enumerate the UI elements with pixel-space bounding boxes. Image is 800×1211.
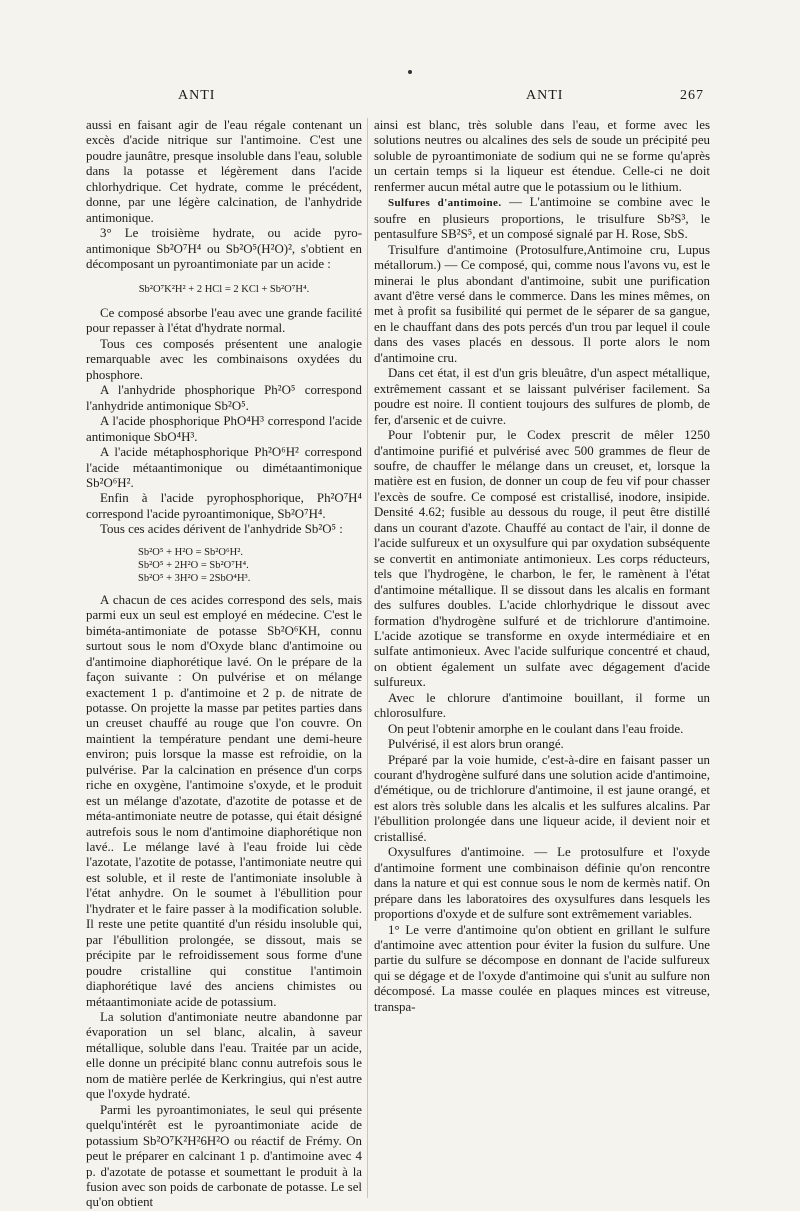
- paragraph-text: — L'antimoine se combine avec le soufre en plusieurs proportions, le trisulfure Sb²S³, le pentasulfure SB²S⁵, et un composé signalé par H. Rose, SbS.: [374, 195, 710, 242]
- equation-block: [138, 546, 362, 585]
- paragraph: Dans cet état, il est d'un gris bleuâtre, d'un aspect métallique, extrêmement cassant et se laissant pulvériser facilement. Sa poudre est noire. Il contient toujours des sulfures de plomb, de fer, d'arsenic et de cuivre.: [374, 366, 710, 427]
- paragraph: La solution d'antimoniate neutre abandonne par évaporation un sel blanc, alcalin, à saveur métallique, soluble dans l'eau. Traitée par un acide, elle donne un précipité blanc connu autrefois sous le nom de matière perlée de Kerkringius, qui n'est autre que l'oxyde hydraté.: [86, 1010, 362, 1102]
- paragraph: Préparé par la voie humide, c'est-à-dire en faisant passer un courant d'hydrogène sulfuré dans une solution acide d'antimoine, d'émétique, ou de trichlorure d'antimoine, il est jaune orangé, et est alors très soluble dans les alcalis et les sulfures alcalins. Par l'ébullition prolongée dans une liqueur acide, il devient noir et cristallisé.: [374, 752, 710, 844]
- paragraph: 3° Le troisième hydrate, ou acide pyro-antimonique Sb²O⁷H⁴ ou Sb²O⁵(H²O)², s'obtient en décomposant un pyroantimoniate par un acide :: [86, 226, 362, 272]
- paragraph: A chacun de ces acides correspond des sels, mais parmi eux un seul est employé en médecine. C'est le biméta-antimoniate de potasse Sb²O⁶KH, connu surtout sous le nom d'Oxyde blanc d'antimoine ou d'antimoine diaphorétique lavé. On le prépare de la façon suivante : On pulvérise et on mélange exactement 1 p. d'antimoine et 2 p. de nitrate de potasse. On projette la masse par petites parties dans un creuset chauffé au rouge que l'on couvre. On maintient la température pendant une demi-heure environ; puis lorsque la masse est refroidie, on la pulvérise. Par la calcination en présence d'un corps riche en oxygène, l'antimoine s'oxyde, et le produit est un mélange d'azotate, d'azotite de potasse et de méta-antimoniate neutre de potasse, qui était désigné autrefois sous le nom d'antimoine diaphorétique non lavé.. Le mélange lavé à l'eau froide lui cède l'azotate, l'azotite de potasse, l'antimoniate neutre qui est soluble, et il reste de l'antimoniate insoluble à l'état anhydre. On le soumet à l'ébullition pour l'hydrater et le faire passer à la modification soluble. Il reste une petite quantité d'un résidu insoluble qui, par l'ébullition prolongée, se dissout, mais se précipite par le refroidissement sous forme d'une poudre cristalline qui constitue l'antimoin diaphorétique lavé des anciens chimistes ou métaantimoniate acide de potassium.: [86, 592, 362, 1009]
- paragraph: Avec le chlorure d'antimoine bouillant, il forme un chlorosulfure.: [374, 690, 710, 721]
- paragraph: A l'anhydride phosphorique Ph²O⁵ correspond l'anhydride antimonique Sb²O⁵.: [86, 383, 362, 413]
- paragraph: A l'acide phosphorique PhO⁴H³ correspond l'acide antimonique SbO⁴H³.: [86, 414, 362, 444]
- paragraph: ainsi est blanc, très soluble dans l'eau, et forme avec les solutions neutres ou alcalines des sels de soude un précipité peu soluble de pyroantimoniate de sodium qui ne se forme qu'après un certain temps si la liqueur est étendue. Celle-ci ne doit renfermer aucun métal autre que le potassium ou le lithium.: [374, 118, 710, 194]
- paragraph: [374, 195, 710, 242]
- left-column: [86, 118, 362, 1210]
- paragraph: Pulvérisé, il est alors brun orangé.: [388, 737, 564, 752]
- column-divider: [367, 118, 368, 1198]
- paragraph: Parmi les pyroantimoniates, le seul qui présente quelqu'intérêt est le pyroantimoniate acide de potassium Sb²O⁷K²H²6H²O ou réactif de Frémy. On peut le préparer en calcinant 1 p. d'antimoine avec 4 p. d'azotate de potasse et soumettant le produit à la fusion avec son poids de carbonate de potasse. Le sel qu'on obtient: [86, 1102, 362, 1210]
- equation-line: Sb²O⁵ + 3H²O = 2SbO⁴H³.: [138, 572, 251, 584]
- page-number: 267: [680, 88, 704, 103]
- paragraph: Oxysulfures d'antimoine. — Le protosulfure et l'oxyde d'antimoine forment une combinaison définie qu'on rencontre dans la nature et qui est connue sous le nom de kermès natif. On prépare dans les laboratoires des oxysulfures dans lesquels les proportions d'oxyde et de sulfure sont extrêmement variables.: [374, 845, 710, 922]
- chemical-formula: Sb²O⁷K²H² + 2 HCl = 2 KCl + Sb²O⁷H⁴.: [138, 283, 310, 295]
- paragraph: aussi en faisant agir de l'eau régale contenant un excès d'acide nitrique sur l'antimoine. C'est une poudre jaunâtre, presque insoluble dans l'eau, soluble dans la potasse et légèrement dans l'acide chlorhydrique. Cet hydrate, comme le précédent, donne, par une légère calcination, de l'anhydride antimonique.: [86, 118, 362, 225]
- paragraph: 1° Le verre d'antimoine qu'on obtient en grillant le sulfure d'antimoine avec attention pour éviter la fusion du sulfure. Une partie du sulfure se décompose en donnant de l'acide sulfureux qui se dégage et de l'oxyde d'antimoine qui s'unit au sulfure non décomposé. La masse coulée en plaques minces est vitreuse, transpa-: [374, 922, 710, 1014]
- paragraph: Ce composé absorbe l'eau avec une grande facilité pour repasser à l'état d'hydrate normal.: [86, 305, 362, 336]
- section-heading: Sulfures d'antimoine.: [388, 197, 502, 210]
- running-head-right: ANTI: [526, 88, 564, 103]
- paragraph: Tous ces composés présentent une analogie remarquable avec les combinaisons oxydées du phosphore.: [86, 336, 362, 382]
- equation-line: Sb²O⁵ + H²O = Sb²O⁶H².: [138, 546, 243, 558]
- right-column: [374, 118, 710, 1198]
- print-speck: [408, 70, 412, 74]
- paragraph: Tous ces acides dérivent de l'anhydride Sb²O⁵ :: [100, 522, 343, 537]
- running-head-left: ANTI: [178, 88, 216, 103]
- paragraph: Pour l'obtenir pur, le Codex prescrit de mêler 1250 d'antimoine purifié et pulvérisé avec 500 grammes de fleur de soufre, de chauffer le mélange dans un creuset, et, lorsque la matière est en fusion, de donner un coup de feu vif pour chasser l'excès de soufre. Ce composé est cristallisé, inodore, insipide. Densité 4.62; fusible au dessous du rouge, il peut être distillé dans un courant d'azote. Chauffé au contact de l'air, il donne de l'acide sulfureux et un oxysulfure qui par oxydation subséquente se convertit en antimoniate antimonieux. Les corps réducteurs, tels que l'hydrogène, le charbon, le fer, le ramènent à l'état d'antimoine métallique. Il se dissout dans les alcalis en formant des sulfures doubles. L'acide chlorhydrique le dissout avec formation d'hydrogène sulfuré et de trichlorure d'antimoine. L'acide azotique se transforme en oxyde intermédiaire et en sulfate antimonieux. Avec l'acide sulfurique concentré et chaud, on obtient également un sulfate avec dégagement d'acide sulfureux.: [374, 428, 710, 690]
- paragraph: Enfin à l'acide pyrophosphorique, Ph²O⁷H⁴ correspond l'acide pyroantimonique, Sb²O⁷H⁴.: [86, 491, 362, 521]
- equation-line: Sb²O⁵ + 2H²O = Sb²O⁷H⁴.: [138, 559, 249, 571]
- paragraph: Trisulfure d'antimoine (Protosulfure,Antimoine cru, Lupus métallorum.) — Ce composé, qui, comme nous l'avons vu, est le minerai le plus abondant d'antimoine, subit une purification avant d'être versé dans le commerce. Dans les mines mêmes, on met à profit sa fusibilité qui permet de le séparer de sa gangue, en le chauffant dans des pots percés d'un trou par lequel il coule dans des vases placés en dessous. Il porte alors le nom d'antimoine cru.: [374, 242, 710, 365]
- paragraph: A l'acide métaphosphorique Ph²O⁶H² correspond l'acide métaantimonique ou dimétaantimonique Sb²O⁶H².: [86, 445, 362, 490]
- paragraph: On peut l'obtenir amorphe en le coulant dans l'eau froide.: [388, 721, 684, 736]
